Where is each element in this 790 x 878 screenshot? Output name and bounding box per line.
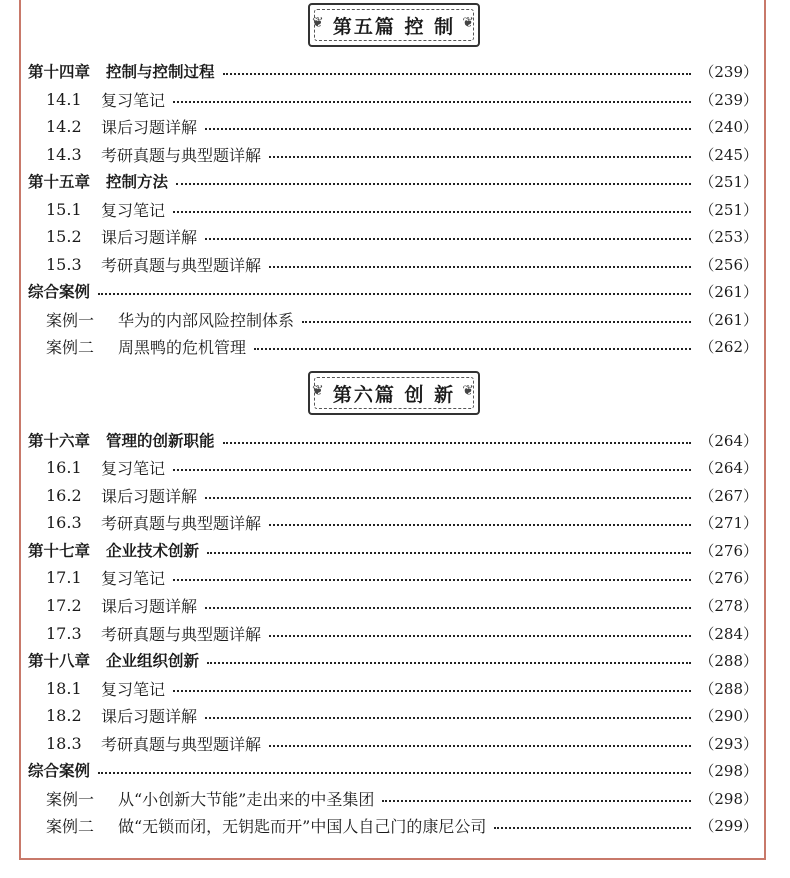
- case-title: 从“小创新大节能”走出来的中圣集团: [118, 789, 375, 809]
- section-number: 16.2: [46, 485, 82, 505]
- toc-section[interactable]: [28, 86, 758, 112]
- section-title: 考研真题与典型题详解: [101, 513, 262, 533]
- section-number: 16.3: [46, 512, 82, 532]
- dot-leader: [205, 236, 691, 240]
- toc-section[interactable]: [28, 675, 758, 701]
- case-title: 周黑鸭的危机管理: [118, 337, 247, 357]
- chapter-number: 第十六章: [28, 432, 91, 450]
- page-number: （293）: [699, 734, 758, 753]
- section-number: 18.2: [46, 705, 82, 725]
- case-number: 案例一: [46, 789, 95, 809]
- chapter-title: 管理的创新职能: [106, 432, 215, 450]
- section-title: 课后习题详解: [101, 486, 198, 506]
- case-number: 案例一: [46, 310, 95, 330]
- section-title: 复习笔记: [101, 200, 166, 220]
- page-number: （240）: [699, 117, 758, 136]
- chapter-title: 综合案例: [28, 762, 91, 780]
- part-banner-6: [308, 371, 480, 415]
- section-title: 考研真题与典型题详解: [101, 145, 262, 165]
- ornament-icon: ❦: [312, 383, 326, 399]
- toc-section[interactable]: [28, 702, 758, 728]
- toc-section[interactable]: [28, 564, 758, 590]
- toc-case[interactable]: [28, 306, 758, 332]
- dot-leader: [173, 467, 691, 471]
- page-number: （271）: [699, 513, 758, 532]
- dot-leader: [173, 99, 691, 103]
- dot-leader: [223, 440, 692, 444]
- page-number: （262）: [699, 337, 758, 356]
- dot-leader: [176, 181, 691, 185]
- page-number: （278）: [699, 596, 758, 615]
- section-number: 17.3: [46, 623, 82, 643]
- page-number: （245）: [699, 145, 758, 164]
- chapter-number: 第十八章: [28, 652, 91, 670]
- chapter-number: 第十五章: [28, 173, 91, 191]
- page-number: （299）: [699, 816, 758, 835]
- toc-chapter[interactable]: [28, 537, 758, 563]
- section-title: 复习笔记: [101, 458, 166, 478]
- dot-leader: [207, 550, 691, 554]
- dot-leader: [494, 825, 691, 829]
- part-title: 第六篇 创 新: [332, 383, 456, 406]
- part-banner-5: [308, 3, 480, 47]
- section-title: 考研真题与典型题详解: [101, 624, 262, 644]
- dot-leader: [207, 660, 691, 664]
- section-title: 课后习题详解: [101, 596, 198, 616]
- page-number: （261）: [699, 310, 758, 329]
- toc-chapter[interactable]: [28, 427, 758, 453]
- section-title: 复习笔记: [101, 679, 166, 699]
- toc-section[interactable]: [28, 482, 758, 508]
- toc-chapter[interactable]: [28, 168, 758, 194]
- section-title: 考研真题与典型题详解: [101, 255, 262, 275]
- page-number: （264）: [699, 458, 758, 477]
- toc-section[interactable]: [28, 141, 758, 167]
- ornament-icon: ❦: [462, 15, 476, 31]
- dot-leader: [269, 264, 691, 268]
- section-number: 17.1: [46, 567, 82, 587]
- toc-section[interactable]: [28, 592, 758, 618]
- toc-chapter[interactable]: [28, 647, 758, 673]
- toc-section[interactable]: [28, 454, 758, 480]
- toc-case[interactable]: [28, 785, 758, 811]
- dot-leader: [205, 605, 691, 609]
- toc-chapter[interactable]: [28, 278, 758, 304]
- page-number: （256）: [699, 255, 758, 274]
- dot-leader: [382, 798, 691, 802]
- toc-section[interactable]: [28, 223, 758, 249]
- ornament-icon: ❦: [312, 15, 326, 31]
- section-number: 18.3: [46, 733, 82, 753]
- page-number: （251）: [699, 200, 758, 219]
- chapter-title: 控制与控制过程: [106, 63, 215, 81]
- section-number: 17.2: [46, 595, 82, 615]
- dot-leader: [98, 770, 691, 774]
- section-number: 14.2: [46, 116, 82, 136]
- chapter-number: 第十四章: [28, 63, 91, 81]
- dot-leader: [302, 319, 691, 323]
- section-title: 课后习题详解: [101, 117, 198, 137]
- dot-leader: [205, 495, 691, 499]
- ornament-icon: ❦: [462, 383, 476, 399]
- part-title: 第五篇 控 制: [332, 15, 456, 38]
- case-title: 做“无锁而闭，无钥匙而开”中国人自己门的康尼公司: [118, 816, 487, 836]
- toc-section[interactable]: [28, 620, 758, 646]
- section-number: 16.1: [46, 457, 82, 477]
- section-number: 14.1: [46, 89, 82, 109]
- section-number: 14.3: [46, 144, 82, 164]
- toc-chapter[interactable]: [28, 757, 758, 783]
- chapter-number: 第十七章: [28, 542, 91, 560]
- chapter-title: 综合案例: [28, 283, 91, 301]
- toc-section[interactable]: [28, 509, 758, 535]
- page-number: （288）: [699, 679, 758, 698]
- page-number: （264）: [699, 431, 758, 450]
- page-number: （239）: [699, 90, 758, 109]
- page-number: （284）: [699, 624, 758, 643]
- dot-leader: [173, 209, 691, 213]
- section-title: 课后习题详解: [101, 706, 198, 726]
- page-number: （239）: [699, 62, 758, 81]
- page-number: （276）: [699, 568, 758, 587]
- section-title: 课后习题详解: [101, 227, 198, 247]
- toc-section[interactable]: [28, 113, 758, 139]
- toc-section[interactable]: [28, 251, 758, 277]
- dot-leader: [269, 633, 691, 637]
- chapter-title: 企业技术创新: [106, 542, 200, 560]
- page-number: （261）: [699, 282, 758, 301]
- dot-leader: [205, 715, 691, 719]
- chapter-title: 控制方法: [106, 173, 169, 191]
- page-number: （298）: [699, 789, 758, 808]
- dot-leader: [254, 346, 691, 350]
- page-number: （298）: [699, 761, 758, 780]
- case-title: 华为的内部风险控制体系: [118, 310, 295, 330]
- section-number: 15.2: [46, 226, 82, 246]
- dot-leader: [269, 522, 691, 526]
- page-number: （288）: [699, 651, 758, 670]
- toc-section[interactable]: [28, 730, 758, 756]
- dot-leader: [269, 743, 691, 747]
- toc-case[interactable]: [28, 812, 758, 838]
- toc-chapter[interactable]: [28, 58, 758, 84]
- section-number: 18.1: [46, 678, 82, 698]
- dot-leader: [223, 71, 692, 75]
- chapter-title: 企业组织创新: [106, 652, 200, 670]
- toc-section[interactable]: [28, 196, 758, 222]
- case-number: 案例二: [46, 337, 95, 357]
- section-number: 15.3: [46, 254, 82, 274]
- page-number: （253）: [699, 227, 758, 246]
- section-title: 复习笔记: [101, 568, 166, 588]
- page-number: （251）: [699, 172, 758, 191]
- case-number: 案例二: [46, 816, 95, 836]
- page-number: （276）: [699, 541, 758, 560]
- page-number: （267）: [699, 486, 758, 505]
- dot-leader: [173, 688, 691, 692]
- dot-leader: [173, 577, 691, 581]
- section-title: 考研真题与典型题详解: [101, 734, 262, 754]
- dot-leader: [98, 291, 691, 295]
- section-number: 15.1: [46, 199, 82, 219]
- dot-leader: [205, 126, 691, 130]
- page-number: （290）: [699, 706, 758, 725]
- dot-leader: [269, 154, 691, 158]
- section-title: 复习笔记: [101, 90, 166, 110]
- toc-case[interactable]: [28, 333, 758, 359]
